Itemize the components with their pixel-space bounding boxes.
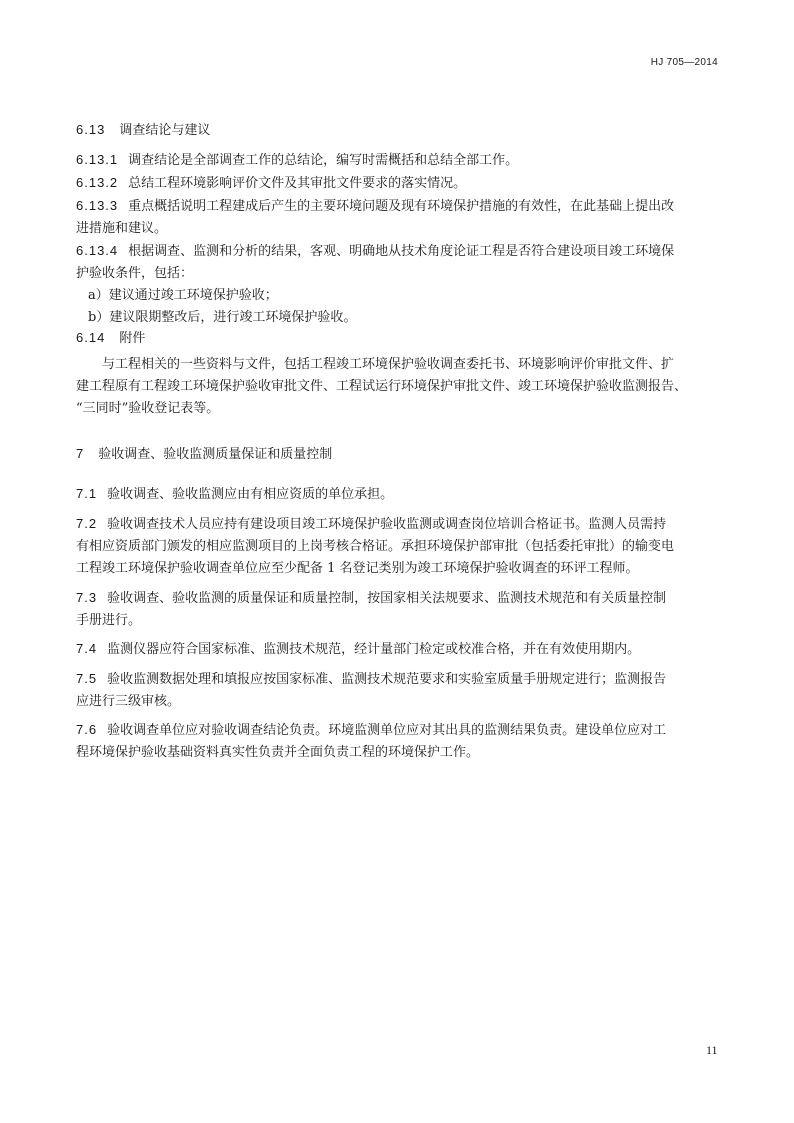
paragraph-line: 与工程相关的一些资料与文件，包括工程竣工环境保护验收调查委托书、环境影响评价审批文件、扩 — [102, 357, 675, 372]
paragraph-line: 建工程原有工程竣工环境保护验收审批文件、工程试运行环境保护审批文件、竣工环境保护验收监测报告、 — [76, 379, 688, 394]
clause-text: 根据调查、监测和分析的结果，客观、明确地从技术角度论证工程是否符合建设项目竣工环境保 — [128, 244, 675, 259]
clause-text: 监测仪器应符合国家标准、监测技术规范，经计量部门检定或校准合格，并在有效使用期内。 — [107, 642, 641, 657]
clause-text-continued: 有相应资质部门颁发的相应监测项目的上岗考核合格证。承担环境保护部审批（包括委托审批）的输变电 — [76, 539, 675, 554]
clause-text: 验收调查单位应对验收调查结论负责。环境监测单位应对其出具的监测结果负责。建设单位应对工 — [107, 723, 667, 738]
header-standard-code: HJ 705—2014 — [650, 57, 718, 68]
clause-7-4 — [76, 638, 718, 661]
section-6-14-paragraph — [76, 354, 718, 420]
clause-text-continued: 手册进行。 — [76, 613, 142, 628]
section-title: 验收调查、验收监测质量保证和质量控制 — [98, 446, 333, 461]
clause-text: 重点概括说明工程建成后产生的主要环境问题及现有环境保护措施的有效性，在此基础上提出改 — [128, 199, 675, 214]
section-number: 6.14 — [76, 330, 106, 345]
clause-7-1 — [76, 483, 718, 506]
list-item-b: b）建议限期整改后，进行竣工环境保护验收。 — [88, 310, 357, 325]
clause-text: 调查结论是全部调查工作的总结论，编写时需概括和总结全部工作。 — [128, 153, 519, 168]
clause-6-13-1 — [76, 149, 718, 329]
clause-text-continued: 工程竣工环境保护验收调查单位应至少配备 1 名登记类别为竣工环境保护验收调查的环评工程师。 — [76, 561, 639, 576]
clause-number: 7.3 — [76, 590, 98, 605]
clause-7-5 — [76, 668, 718, 713]
section-title: 调查结论与建议 — [119, 122, 211, 137]
section-6-13-heading — [76, 119, 718, 141]
clause-7-6 — [76, 719, 718, 764]
clause-text: 验收监测数据处理和填报应按国家标准、监测技术规范要求和实验室质量手册规定进行；监测报告 — [107, 672, 667, 687]
clause-text: 验收调查技术人员应持有建设项目竣工环境保护验收监测或调查岗位培训合格证书。监测人员需持 — [107, 517, 667, 532]
clause-text: 验收调查、验收监测的质量保证和质量控制，按国家相关法规要求、监测技术规范和有关质量控制 — [107, 591, 667, 606]
clause-number: 6.13.2 — [76, 175, 119, 190]
clause-number: 6.13.3 — [76, 198, 119, 213]
clause-number: 7.4 — [76, 641, 98, 656]
clause-number: 6.13.1 — [76, 152, 119, 167]
clause-text: 验收调查、验收监测应由有相应资质的单位承担。 — [107, 487, 394, 502]
section-number: 6.13 — [76, 122, 106, 137]
list-item-a: a）建议通过竣工环境保护验收； — [88, 288, 278, 303]
clause-number: 7.6 — [76, 722, 98, 737]
clause-7-2 — [76, 513, 718, 580]
clause-text-continued: 应进行三级审核。 — [76, 694, 181, 709]
clause-number: 7.5 — [76, 671, 98, 686]
clause-text-continued: 程环境保护验收基础资料真实性负责并全面负责工程的环境保护工作。 — [76, 745, 480, 760]
clause-number: 7.1 — [76, 486, 98, 501]
clause-text-continued: 进措施和建议。 — [76, 221, 168, 236]
clause-number: 7.2 — [76, 516, 98, 531]
clause-text: 总结工程环境影响评价文件及其审批文件要求的落实情况。 — [128, 176, 467, 191]
paragraph-line: “三同时”验收登记表等。 — [76, 401, 220, 416]
section-7-heading — [76, 443, 718, 465]
clause-number: 6.13.4 — [76, 243, 119, 258]
section-6-14-heading — [76, 327, 718, 349]
section-number: 7 — [76, 446, 85, 461]
clause-text-continued: 护验收条件，包括： — [76, 266, 194, 281]
clause-7-3 — [76, 587, 718, 632]
section-title: 附件 — [119, 330, 146, 345]
page-number: 11 — [706, 1043, 718, 1057]
